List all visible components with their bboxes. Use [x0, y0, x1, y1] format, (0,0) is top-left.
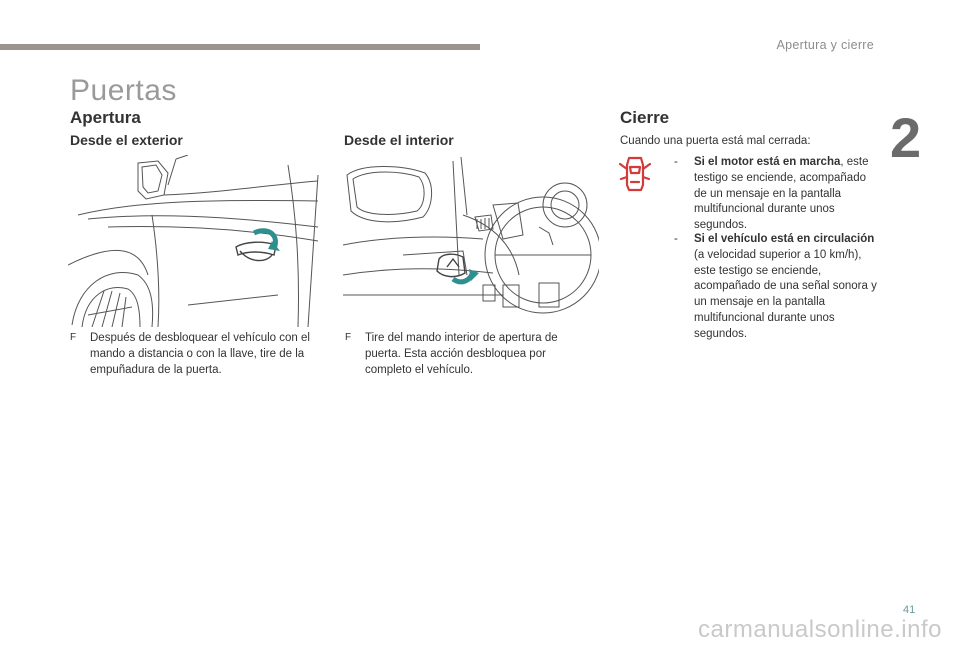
- section-heading-cierre: Cierre: [620, 108, 670, 127]
- door-interior-illustration: [343, 155, 599, 327]
- watermark: carmanualsonline.info: [698, 616, 942, 643]
- chapter-title: Apertura y cierre: [776, 38, 874, 52]
- exterior-instruction-text: Después de desbloquear el vehículo con el mando a distancia o con la llave, tire de la empuñadura de la puerta.: [90, 332, 310, 376]
- door-exterior-illustration: [68, 155, 324, 327]
- bullet-marker: F: [345, 332, 352, 343]
- cierre-item-text: , este testigo se enciende, acompañado de un mensaje en la pantalla multifuncional durante unos segundos.: [694, 156, 869, 232]
- page-title: Puertas: [70, 74, 177, 107]
- cierre-item-text: (a velocidad superior a 10 km/h), este testigo se enciende, acompañado de una señal sonora y un mensaje en la pantalla multifuncional durante unos segundos.: [694, 248, 877, 340]
- cierre-item-bold: Si el motor está en marcha: [694, 156, 841, 168]
- cierre-item-bold: Si el vehículo está en circulación: [694, 233, 875, 245]
- section-heading-apertura: Apertura: [70, 108, 141, 127]
- cierre-intro: Cuando una puerta está mal cerrada:: [620, 135, 811, 147]
- page-number: 41: [903, 604, 916, 616]
- interior-instruction-text: Tire del mando interior de apertura de puerta. Esta acción desbloquea por completo el vehículo.: [365, 332, 558, 376]
- exterior-instruction: [70, 330, 325, 378]
- cierre-item-engine-running: - Si el motor está en marcha, este testigo se enciende, acompañado de un mensaje en la pantalla multifuncional durante unos segundos.: [674, 156, 869, 232]
- cierre-item-vehicle-moving: - Si el vehículo está en circulación (a velocidad superior a 10 km/h), este testigo se enciende, acompañado de una señal sonora y un mensaje en la pantalla multifuncional durante unos segundos.: [674, 233, 877, 340]
- open-door-warning-icon: [618, 155, 652, 193]
- header-bar: [0, 44, 480, 50]
- interior-instruction: [345, 330, 585, 378]
- subheading-exterior: Desde el exterior: [70, 132, 183, 148]
- subheading-interior: Desde el interior: [344, 132, 454, 148]
- bullet-marker: F: [70, 332, 77, 343]
- chapter-number: 2: [890, 106, 922, 169]
